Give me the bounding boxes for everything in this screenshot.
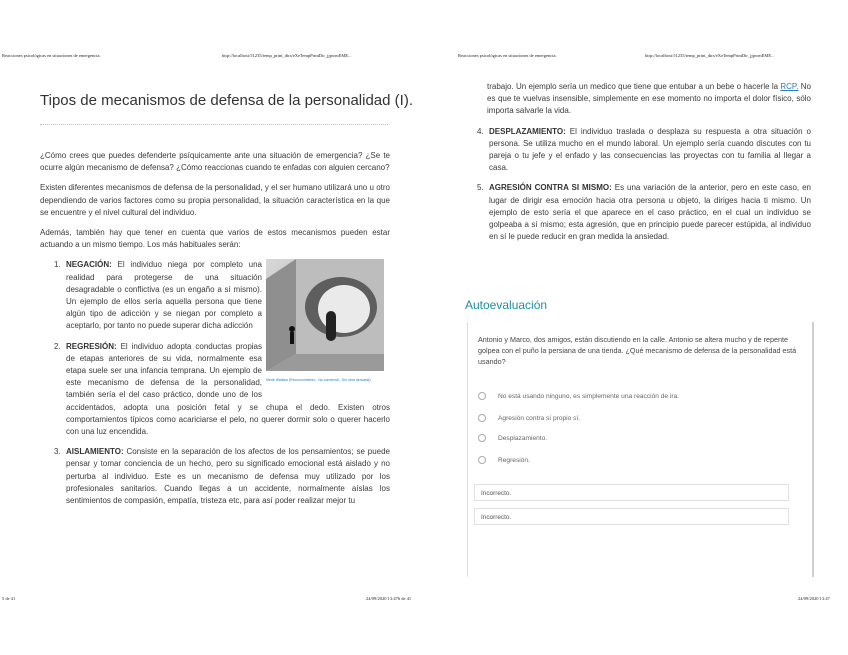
left-column <box>40 150 390 515</box>
item-label: NEGACIÓN: <box>66 260 112 270</box>
right-column <box>467 81 811 251</box>
item-label: REGRESIÓN: <box>66 341 117 351</box>
feedback-box: Incorrecto. <box>474 508 789 525</box>
option-label: No está usando ninguno, es simplemente una reacción de ira. <box>498 392 680 400</box>
continued-paragraph <box>467 81 811 118</box>
continued-text-end: No es que te vuelvas insensible, simplemente en ese momento no importa el dolor físico, sólo importa salvarle la vida. <box>487 82 811 116</box>
quiz-option[interactable] <box>478 414 580 422</box>
intro-paragraph-2: Existen diferentes mecanismos de defensa de la personalidad, y el ser humano utilizará uno u otro dependiendo de varios factores como su propia personalidad, la situación característica en la que se encuentre y el nivel cultural del individuo. <box>40 183 390 217</box>
print-header-title-right: Reacciones psicológicas en situaciones de emergencia. <box>458 53 557 58</box>
continued-text: trabajo. Un ejemplo sería un medico que tiene que entubar a un bebe o hacerle la <box>487 82 781 91</box>
radio-icon[interactable] <box>478 392 486 400</box>
item-number: 4. <box>477 126 484 136</box>
item-text: El individuo niega por completo una realidad para protegerse de una situación desagradable o conflictiva (es un engaño a sí mismo). Un ejemplo de ellos sería aquella persona que tiene algún tipo de adicción y se niegan por completo a aceptarlo, por tanto no puede superar dicha adicción <box>66 260 262 331</box>
defense-list-left <box>54 259 390 507</box>
option-label: Desplazamiento. <box>498 434 548 442</box>
item-label: AISLAMIENTO: <box>66 447 124 457</box>
autoevaluacion-title: Autoevaluación <box>465 298 548 312</box>
intro-paragraph-1: ¿Cómo crees que puedes defenderte psíquicamente ante una situación de emergencia? ¿Se te ocurre algún mecanismo de defensa? ¿Cómo reaccionas cuando te enfadas con alguien cercano? <box>40 151 390 173</box>
defense-list-right <box>477 126 811 244</box>
list-item-desplazamiento <box>477 126 811 175</box>
print-header-title-left: Reacciones psicológicas en situaciones de emergencia. <box>2 53 101 58</box>
item-number: 5. <box>477 183 484 193</box>
radio-icon[interactable] <box>478 414 486 422</box>
quiz-box <box>467 322 814 577</box>
rcp-link[interactable]: RCP. <box>780 82 799 91</box>
feedback-box: Incorrecto. <box>474 484 789 501</box>
item-text: Consiste en la separación de los afectos de los pensamientos; se puede pensar y tomar conciencia de un hecho, pero su significado emocional está aislado y no perturba al individuo. Este es un mecanismo de defensa muy utilizado por los profesionales sanitarios. Cuando llegas a un accidente, normalmente aíslas los sentimientos de compasión, empatía, tristeza etc, para así poder realizar mejor tu <box>66 447 390 506</box>
print-header-url-right: http://localhost:51235/temp_print_dirs/eXeTempPrintDir_jjpwmEME... <box>645 53 775 58</box>
print-footer-mid: 24/09/2020 13:476 de 41 <box>366 596 412 601</box>
page-title: Tipos de mecanismos de defensa de la personalidad (I). <box>40 92 413 109</box>
radio-icon[interactable] <box>478 434 486 442</box>
quiz-option[interactable] <box>478 392 679 400</box>
intro-paragraph-3: Además, también hay que tener en cuenta que varios de estos mecanismos pueden estar actuando a un mismo tiempo. Los más habituales serán: <box>40 228 390 250</box>
quiz-question: Antonio y Marco, dos amigos, están discutiendo en la calle. Antonio se altera mucho y de repente golpea con el puño la persiana de una tienda. ¿Qué mecanismo de defensa de la personalidad está usando? <box>478 335 797 366</box>
item-number: 1. <box>54 260 61 270</box>
list-item-agresion <box>477 182 811 243</box>
item-text: El individuo adopta conductas propias de etapas anteriores de su vida, normalmente esa etapa suele ser una infancia temprana. Un ejemplo de este mecanismo de defensa de la personalidad, también sería el del caso práctico, donde uno de los accidentados, adopta una posición fetal y se chupa el dedo. Existen otros comportamientos típicos como acariciarse el pelo, no querer dormir solo o querer hacerlo con una luz encendida. <box>66 341 390 437</box>
print-footer-page-left: 5 de 41 <box>2 596 16 601</box>
print-header-url-left: http://localhost:51235/temp_print_dirs/eXeTempPrintDir_jjpwmEME... <box>222 53 352 58</box>
item-text: Es una variación de la anterior, pero en este caso, en lugar de dirigir esa emoción hacia otra persona u objeto, la diriges hacia ti mismo. Un ejemplo de esto sería el que aparece en el caso práctico, en el cual un individuo se golpeaba a sí mismo; esta agresión, que en principio puede parecer estúpida, al individuo en sí le puede reducir en gran medida la ansiedad. <box>489 183 812 242</box>
item-number: 2. <box>54 341 61 351</box>
option-label: Regresión. <box>498 456 530 464</box>
radio-icon[interactable] <box>478 456 486 464</box>
figure-caption[interactable]: Merle Watkins (Reconocimiento - No comercial - Sin obra derivada) <box>266 378 371 383</box>
quiz-option[interactable] <box>478 434 547 442</box>
list-item-aislamiento <box>54 446 390 507</box>
option-label: Agresión contra sí propio sí. <box>498 414 581 422</box>
item-number: 3. <box>54 447 61 457</box>
title-divider <box>40 124 388 125</box>
print-footer-date-right: 24/09/2020 13:47 <box>798 596 830 601</box>
item-text: El individuo traslada o desplaza su respuesta a otra situación o persona. Se utiliza mucho en el mundo laboral. Un ejemplo sería cuando discutes con tu pareja o tu jefe y el enfado y las consecuencias las proyectas con tu familia al llegar a casa. <box>489 126 811 173</box>
quiz-option[interactable] <box>478 456 530 464</box>
item-label: DESPLAZAMIENTO: <box>489 126 566 136</box>
item-label: AGRESIÓN CONTRA SI MISMO: <box>489 183 612 193</box>
list-item-regresion <box>54 341 390 439</box>
